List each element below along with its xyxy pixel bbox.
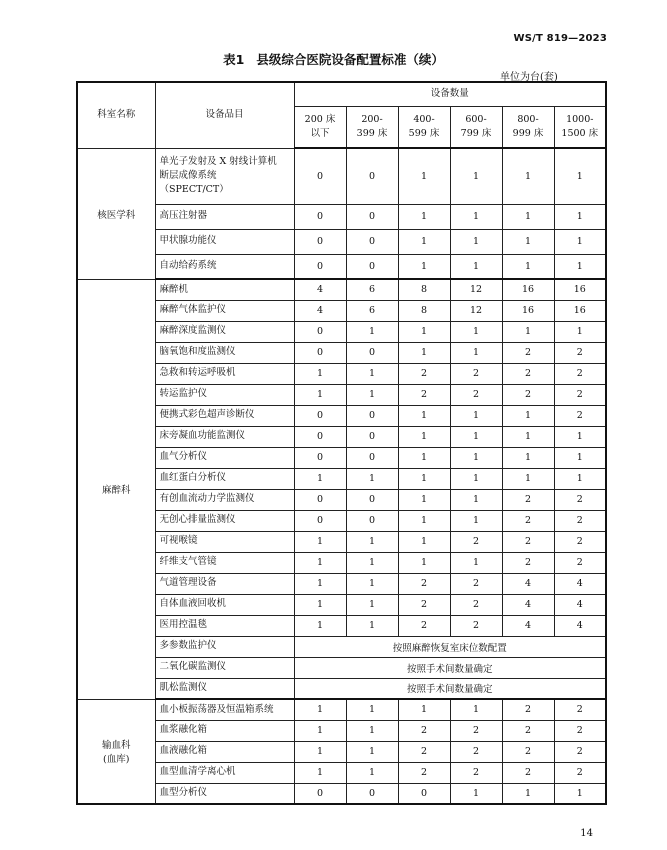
qty-cell: 2 (502, 531, 554, 552)
qty-cell: 2 (554, 363, 606, 384)
item-name (155, 426, 294, 447)
qty-cell: 2 (554, 405, 606, 426)
qty-cell: 1 (398, 447, 450, 468)
cell-text-line: 输血科 (101, 740, 131, 752)
qty-cell: 2 (554, 699, 606, 720)
qty-cell: 1 (450, 552, 502, 573)
item-name (155, 720, 294, 741)
header-bed-col (398, 106, 450, 148)
cell-text-line: 以下 (310, 127, 330, 139)
cell-text-line: 血型分析仪 (159, 787, 208, 799)
cell-text-line: 医用控温毯 (159, 619, 208, 631)
item-name (155, 300, 294, 321)
qty-cell: 8 (398, 279, 450, 300)
table-title-text: 县级综合医院设备配置标准（续） (256, 52, 444, 67)
header-dept: 科室名称 (77, 82, 155, 148)
cell-text-line: 血浆融化箱 (159, 724, 208, 736)
cell-text-line: 399 床 (356, 127, 388, 139)
header-bed-col (294, 106, 346, 148)
qty-cell: 0 (346, 204, 398, 229)
qty-cell: 12 (450, 300, 502, 321)
qty-cell: 2 (398, 762, 450, 783)
cell-text-line: （SPECT/CT） (159, 184, 229, 196)
qty-cell: 0 (346, 510, 398, 531)
qty-cell: 2 (398, 720, 450, 741)
item-name (155, 447, 294, 468)
qty-cell: 1 (450, 447, 502, 468)
qty-cell: 6 (346, 279, 398, 300)
cell-text-line: 200 床 (304, 113, 336, 125)
table-row (77, 594, 606, 615)
qty-cell: 1 (346, 573, 398, 594)
item-name (155, 204, 294, 229)
cell-text-line: 肌松监测仪 (159, 682, 208, 694)
item-name (155, 384, 294, 405)
item-name (155, 762, 294, 783)
item-name (155, 405, 294, 426)
cell-text-line: 599 床 (408, 127, 440, 139)
qty-cell: 1 (346, 552, 398, 573)
qty-cell: 1 (398, 426, 450, 447)
qty-cell: 1 (398, 699, 450, 720)
qty-cell: 0 (346, 489, 398, 510)
table-row (77, 363, 606, 384)
table-row (77, 573, 606, 594)
qty-cell: 1 (398, 229, 450, 254)
qty-cell: 1 (502, 229, 554, 254)
qty-cell: 1 (502, 405, 554, 426)
qty-cell: 2 (398, 573, 450, 594)
table-row (77, 615, 606, 636)
qty-cell: 1 (450, 254, 502, 279)
qty-cell: 0 (346, 447, 398, 468)
qty-cell: 4 (554, 594, 606, 615)
qty-cell: 1 (502, 468, 554, 489)
qty-cell: 1 (554, 204, 606, 229)
qty-cell: 0 (346, 783, 398, 804)
qty-cell: 1 (346, 615, 398, 636)
dept-cell (77, 699, 155, 804)
qty-cell: 0 (294, 510, 346, 531)
qty-cell: 2 (398, 384, 450, 405)
qty-cell: 0 (346, 148, 398, 204)
header-qty: 设备数量 (294, 82, 606, 106)
table-row (77, 489, 606, 510)
qty-cell: 1 (554, 447, 606, 468)
standard-code: WS/T 819—2023 (513, 33, 607, 44)
qty-cell: 1 (294, 363, 346, 384)
qty-cell: 1 (450, 468, 502, 489)
qty-cell: 1 (450, 405, 502, 426)
item-name (155, 573, 294, 594)
cell-text-line: 转运监护仪 (159, 388, 208, 400)
qty-cell: 1 (294, 741, 346, 762)
table-row (77, 229, 606, 254)
item-name (155, 510, 294, 531)
table-row (77, 300, 606, 321)
cell-text-line: 1000- (566, 113, 594, 125)
qty-cell: 1 (346, 762, 398, 783)
cell-text-line: 血液融化箱 (159, 745, 208, 757)
qty-cell: 0 (294, 489, 346, 510)
qty-cell: 1 (502, 783, 554, 804)
qty-cell: 2 (398, 615, 450, 636)
table-row (77, 447, 606, 468)
item-name (155, 279, 294, 300)
cell-text-line: 自体血液回收机 (159, 598, 227, 610)
header-bed-col (502, 106, 554, 148)
qty-cell: 1 (398, 531, 450, 552)
cell-text-line: 麻醉机 (159, 283, 189, 295)
qty-cell: 16 (554, 300, 606, 321)
table-row (77, 720, 606, 741)
qty-cell: 0 (294, 342, 346, 363)
qty-cell: 4 (554, 615, 606, 636)
cell-text-line: 799 床 (460, 127, 492, 139)
qty-cell: 1 (294, 615, 346, 636)
table-row (77, 552, 606, 573)
item-name (155, 552, 294, 573)
qty-cell: 8 (398, 300, 450, 321)
qty-cell: 0 (294, 447, 346, 468)
qty-cell: 1 (346, 321, 398, 342)
qty-cell: 1 (554, 254, 606, 279)
qty-cell: 1 (502, 254, 554, 279)
qty-cell: 1 (294, 468, 346, 489)
cell-text-line: 1500 床 (561, 127, 599, 139)
qty-cell: 1 (450, 489, 502, 510)
table-row (77, 741, 606, 762)
table-row (77, 148, 606, 204)
cell-text-line: 400- (413, 113, 435, 125)
qty-cell: 1 (502, 148, 554, 204)
item-name (155, 489, 294, 510)
header-bed-col (554, 106, 606, 148)
qty-cell: 2 (450, 594, 502, 615)
merged-note: 按照麻醉恢复室床位数配置 (294, 636, 606, 657)
item-name (155, 254, 294, 279)
qty-cell: 2 (554, 489, 606, 510)
qty-cell: 2 (554, 384, 606, 405)
merged-note: 按照手术间数量确定 (294, 678, 606, 699)
item-name (155, 229, 294, 254)
qty-cell: 1 (554, 148, 606, 204)
qty-cell: 1 (450, 510, 502, 531)
qty-cell: 0 (294, 254, 346, 279)
item-name (155, 342, 294, 363)
qty-cell: 2 (554, 531, 606, 552)
table-row (77, 204, 606, 229)
qty-cell: 1 (450, 229, 502, 254)
cell-text-line: 麻醉气体监护仪 (159, 304, 227, 316)
qty-cell: 1 (554, 426, 606, 447)
item-name (155, 699, 294, 720)
qty-cell: 1 (450, 321, 502, 342)
qty-cell: 2 (450, 615, 502, 636)
qty-cell: 2 (554, 741, 606, 762)
qty-cell: 2 (450, 531, 502, 552)
qty-cell: 2 (502, 552, 554, 573)
qty-cell: 1 (398, 510, 450, 531)
table-row (77, 762, 606, 783)
qty-cell: 1 (398, 148, 450, 204)
table-row (77, 636, 606, 657)
table-row (77, 510, 606, 531)
qty-cell: 0 (346, 254, 398, 279)
qty-cell: 1 (346, 531, 398, 552)
qty-cell: 1 (294, 531, 346, 552)
cell-text-line: 血气分析仪 (159, 451, 208, 463)
qty-cell: 16 (502, 279, 554, 300)
qty-cell: 0 (346, 405, 398, 426)
qty-cell: 2 (450, 741, 502, 762)
qty-cell: 1 (346, 699, 398, 720)
qty-cell: 1 (294, 762, 346, 783)
qty-cell: 1 (294, 552, 346, 573)
qty-cell: 4 (502, 615, 554, 636)
qty-cell: 1 (346, 720, 398, 741)
qty-cell: 0 (294, 204, 346, 229)
cell-text-line: 二氧化碳监测仪 (159, 661, 227, 673)
table-row (77, 678, 606, 699)
item-name (155, 594, 294, 615)
item-name (155, 657, 294, 678)
cell-text-line: 600- (465, 113, 487, 125)
qty-cell: 2 (502, 384, 554, 405)
qty-cell: 1 (502, 447, 554, 468)
qty-cell: 1 (554, 321, 606, 342)
cell-text-line: 床旁凝血功能监测仪 (159, 430, 246, 442)
qty-cell: 0 (294, 426, 346, 447)
cell-text-line: 可视喉镜 (159, 535, 198, 547)
qty-cell: 1 (346, 384, 398, 405)
qty-cell: 1 (398, 489, 450, 510)
table-row (77, 254, 606, 279)
qty-cell: 2 (450, 573, 502, 594)
cell-text-line: 血红蛋白分析仪 (159, 472, 227, 484)
table-row (77, 384, 606, 405)
item-name (155, 148, 294, 204)
qty-cell: 0 (398, 783, 450, 804)
qty-cell: 1 (294, 384, 346, 405)
cell-text-line: 多参数监护仪 (159, 640, 217, 652)
qty-cell: 2 (502, 762, 554, 783)
table-row (77, 699, 606, 720)
cell-text-line: 纤维支气管镜 (159, 556, 217, 568)
cell-text-line: 麻醉深度监测仪 (159, 325, 227, 337)
qty-cell: 0 (294, 321, 346, 342)
qty-cell: 4 (294, 300, 346, 321)
item-name (155, 741, 294, 762)
cell-text-line: 便携式彩色超声诊断仪 (159, 409, 255, 421)
qty-cell: 1 (554, 468, 606, 489)
cell-text-line: 核医学科 (97, 209, 136, 221)
table-row (77, 468, 606, 489)
qty-cell: 2 (554, 552, 606, 573)
table-row (77, 531, 606, 552)
header-item: 设备品目 (155, 82, 294, 148)
qty-cell: 1 (294, 573, 346, 594)
qty-cell: 1 (398, 254, 450, 279)
qty-cell: 1 (450, 204, 502, 229)
qty-cell: 0 (346, 229, 398, 254)
cell-text-line: 甲状腺功能仪 (159, 235, 217, 247)
item-name (155, 615, 294, 636)
item-name (155, 468, 294, 489)
table-title (0, 50, 667, 68)
qty-cell: 1 (398, 468, 450, 489)
qty-cell: 16 (502, 300, 554, 321)
qty-cell: 1 (346, 468, 398, 489)
qty-cell: 1 (294, 594, 346, 615)
cell-text-line: 高压注射器 (159, 210, 208, 222)
qty-cell: 0 (294, 148, 346, 204)
qty-cell: 1 (294, 720, 346, 741)
qty-cell: 1 (554, 783, 606, 804)
cell-text-line: 麻醉科 (101, 485, 131, 496)
table-row (77, 657, 606, 678)
qty-cell: 1 (398, 342, 450, 363)
qty-cell: 2 (398, 594, 450, 615)
table-title-label: 表1 (223, 52, 245, 67)
page-number: 14 (580, 828, 593, 839)
qty-cell: 1 (398, 552, 450, 573)
qty-cell: 4 (294, 279, 346, 300)
qty-cell: 1 (346, 594, 398, 615)
cell-text-line: 单光子发射及 X 射线计算机 (159, 155, 277, 167)
cell-text-line: (血库) (103, 754, 130, 766)
qty-cell: 1 (554, 229, 606, 254)
qty-cell: 1 (450, 426, 502, 447)
qty-cell: 1 (502, 321, 554, 342)
qty-cell: 6 (346, 300, 398, 321)
qty-cell: 2 (502, 510, 554, 531)
qty-cell: 0 (346, 342, 398, 363)
item-name (155, 783, 294, 804)
header-bed-col (346, 106, 398, 148)
qty-cell: 2 (450, 720, 502, 741)
qty-cell: 2 (554, 510, 606, 531)
cell-text-line: 急救和转运呼吸机 (159, 367, 236, 379)
qty-cell: 1 (398, 405, 450, 426)
qty-cell: 12 (450, 279, 502, 300)
qty-cell: 4 (554, 573, 606, 594)
cell-text-line: 800- (517, 113, 539, 125)
qty-cell: 2 (450, 762, 502, 783)
item-name (155, 636, 294, 657)
equipment-table (76, 81, 607, 805)
qty-cell: 2 (450, 384, 502, 405)
cell-text-line: 断层成像系统 (159, 169, 217, 181)
unit-note: 单位为台(套) (500, 72, 558, 83)
dept-cell (77, 148, 155, 279)
header-bed-col (450, 106, 502, 148)
qty-cell: 1 (502, 426, 554, 447)
cell-text-line: 血小板振荡器及恒温箱系统 (159, 703, 274, 715)
qty-cell: 0 (294, 405, 346, 426)
qty-cell: 2 (554, 762, 606, 783)
table-row (77, 405, 606, 426)
qty-cell: 1 (450, 148, 502, 204)
table-row (77, 321, 606, 342)
qty-cell: 2 (502, 699, 554, 720)
qty-cell: 4 (502, 594, 554, 615)
qty-cell: 2 (398, 741, 450, 762)
qty-cell: 2 (502, 720, 554, 741)
item-name (155, 363, 294, 384)
qty-cell: 2 (450, 363, 502, 384)
qty-cell: 1 (450, 783, 502, 804)
qty-cell: 2 (502, 741, 554, 762)
qty-cell: 2 (502, 489, 554, 510)
cell-text-line: 999 床 (512, 127, 544, 139)
table-row (77, 426, 606, 447)
cell-text-line: 有创血流动力学监测仪 (159, 493, 255, 505)
qty-cell: 0 (294, 783, 346, 804)
qty-cell: 16 (554, 279, 606, 300)
table-row (77, 279, 606, 300)
cell-text-line: 气道管理设备 (159, 577, 217, 589)
qty-cell: 1 (450, 342, 502, 363)
qty-cell: 1 (346, 741, 398, 762)
cell-text-line: 血型血清学离心机 (159, 766, 236, 778)
qty-cell: 0 (294, 229, 346, 254)
qty-cell: 2 (554, 720, 606, 741)
qty-cell: 1 (294, 699, 346, 720)
table-row (77, 342, 606, 363)
qty-cell: 1 (398, 204, 450, 229)
item-name (155, 531, 294, 552)
qty-cell: 4 (502, 573, 554, 594)
cell-text-line: 200- (361, 113, 383, 125)
header-row (77, 82, 606, 106)
qty-cell: 2 (502, 342, 554, 363)
merged-note: 按照手术间数量确定 (294, 657, 606, 678)
item-name (155, 321, 294, 342)
cell-text-line: 无创心排量监测仪 (159, 514, 236, 526)
qty-cell: 1 (450, 699, 502, 720)
qty-cell: 1 (398, 321, 450, 342)
qty-cell: 2 (502, 363, 554, 384)
qty-cell: 1 (502, 204, 554, 229)
qty-cell: 2 (398, 363, 450, 384)
cell-text-line: 自动给药系统 (159, 260, 217, 272)
cell-text-line: 脑氧饱和度监测仪 (159, 346, 236, 358)
qty-cell: 1 (346, 363, 398, 384)
item-name (155, 678, 294, 699)
qty-cell: 2 (554, 342, 606, 363)
qty-cell: 0 (346, 426, 398, 447)
table-row (77, 783, 606, 804)
dept-cell (77, 279, 155, 699)
